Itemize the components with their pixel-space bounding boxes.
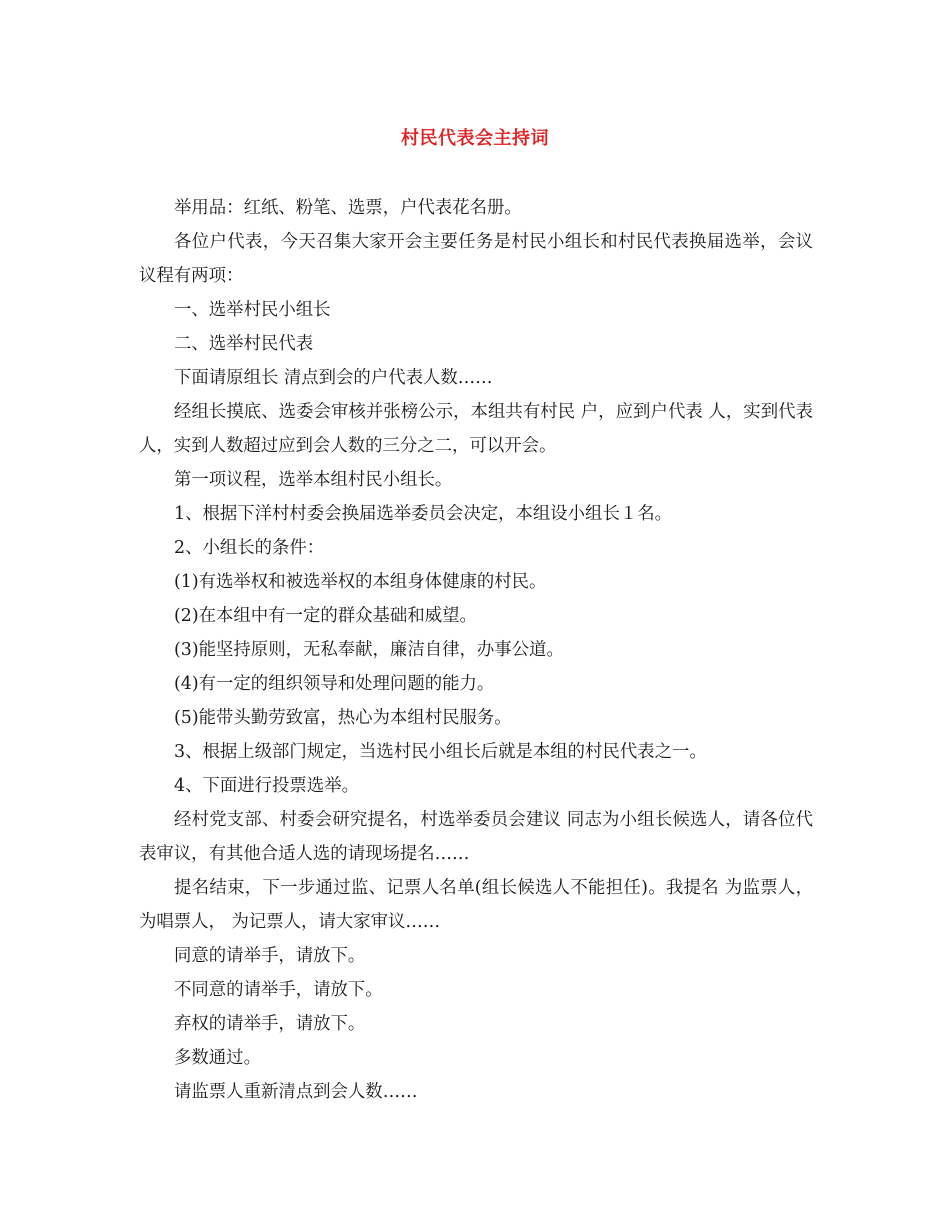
paragraph: 提名结束，下一步通过监、记票人名单(组长候选人不能担任)。我提名 为监票人， 为唱票人， 为记票人，请大家审议…… [139, 878, 819, 932]
paragraph: 1、根据下洋村村委会换届选举委员会决定，本组设小组长１名。 [174, 504, 673, 524]
paragraph: 4、下面进行投票选举。 [174, 776, 359, 796]
paragraph: (4)有一定的组织领导和处理问题的能力。 [174, 674, 495, 694]
document-body [139, 191, 819, 1109]
paragraph: 第一项议程，选举本组村民小组长。 [174, 470, 453, 490]
paragraph: 请监票人重新清点到会人数…… [174, 1082, 418, 1102]
paragraph: (3)能坚持原则，无私奉献，廉洁自律，办事公道。 [174, 640, 564, 660]
paragraph: 不同意的请举手，请放下。 [174, 980, 383, 1000]
paragraph: (1)有选举权和被选举权的本组身体健康的村民。 [174, 572, 547, 592]
document-title: 村民代表会主持词 [401, 128, 549, 149]
paragraph: 一、选举村民小组长 [174, 300, 331, 320]
paragraph: 经组长摸底、选委会审核并张榜公示，本组共有村民 户，应到户代表 人，实到代表 人，实到人数超过应到会人数的三分之二，可以开会。 [139, 402, 819, 456]
paragraph: 经村党支部、村委会研究提名，村选举委员会建议 同志为小组长候选人，请各位代表审议，有其他合适人选的请现场提名…… [139, 810, 813, 864]
paragraph: 弃权的请举手，请放下。 [174, 1014, 366, 1034]
paragraph: (5)能带头勤劳致富，热心为本组村民服务。 [174, 708, 512, 728]
paragraph: 各位户代表，今天召集大家开会主要任务是村民小组长和村民代表换届选举，会议议程有两项： [139, 232, 813, 286]
paragraph: 2、小组长的条件： [174, 538, 325, 558]
paragraph: (2)在本组中有一定的群众基础和威望。 [174, 606, 477, 626]
paragraph: 二、选举村民代表 [174, 334, 314, 354]
paragraph: 3、根据上级部门规定，当选村民小组长后就是本组的村民代表之一。 [174, 742, 707, 762]
paragraph: 同意的请举手，请放下。 [174, 946, 366, 966]
paragraph: 多数通过。 [174, 1048, 261, 1068]
paragraph: 下面请原组长 清点到会的户代表人数…… [174, 368, 493, 388]
paragraph: 举用品：红纸、粉笔、选票，户代表花名册。 [174, 198, 522, 218]
